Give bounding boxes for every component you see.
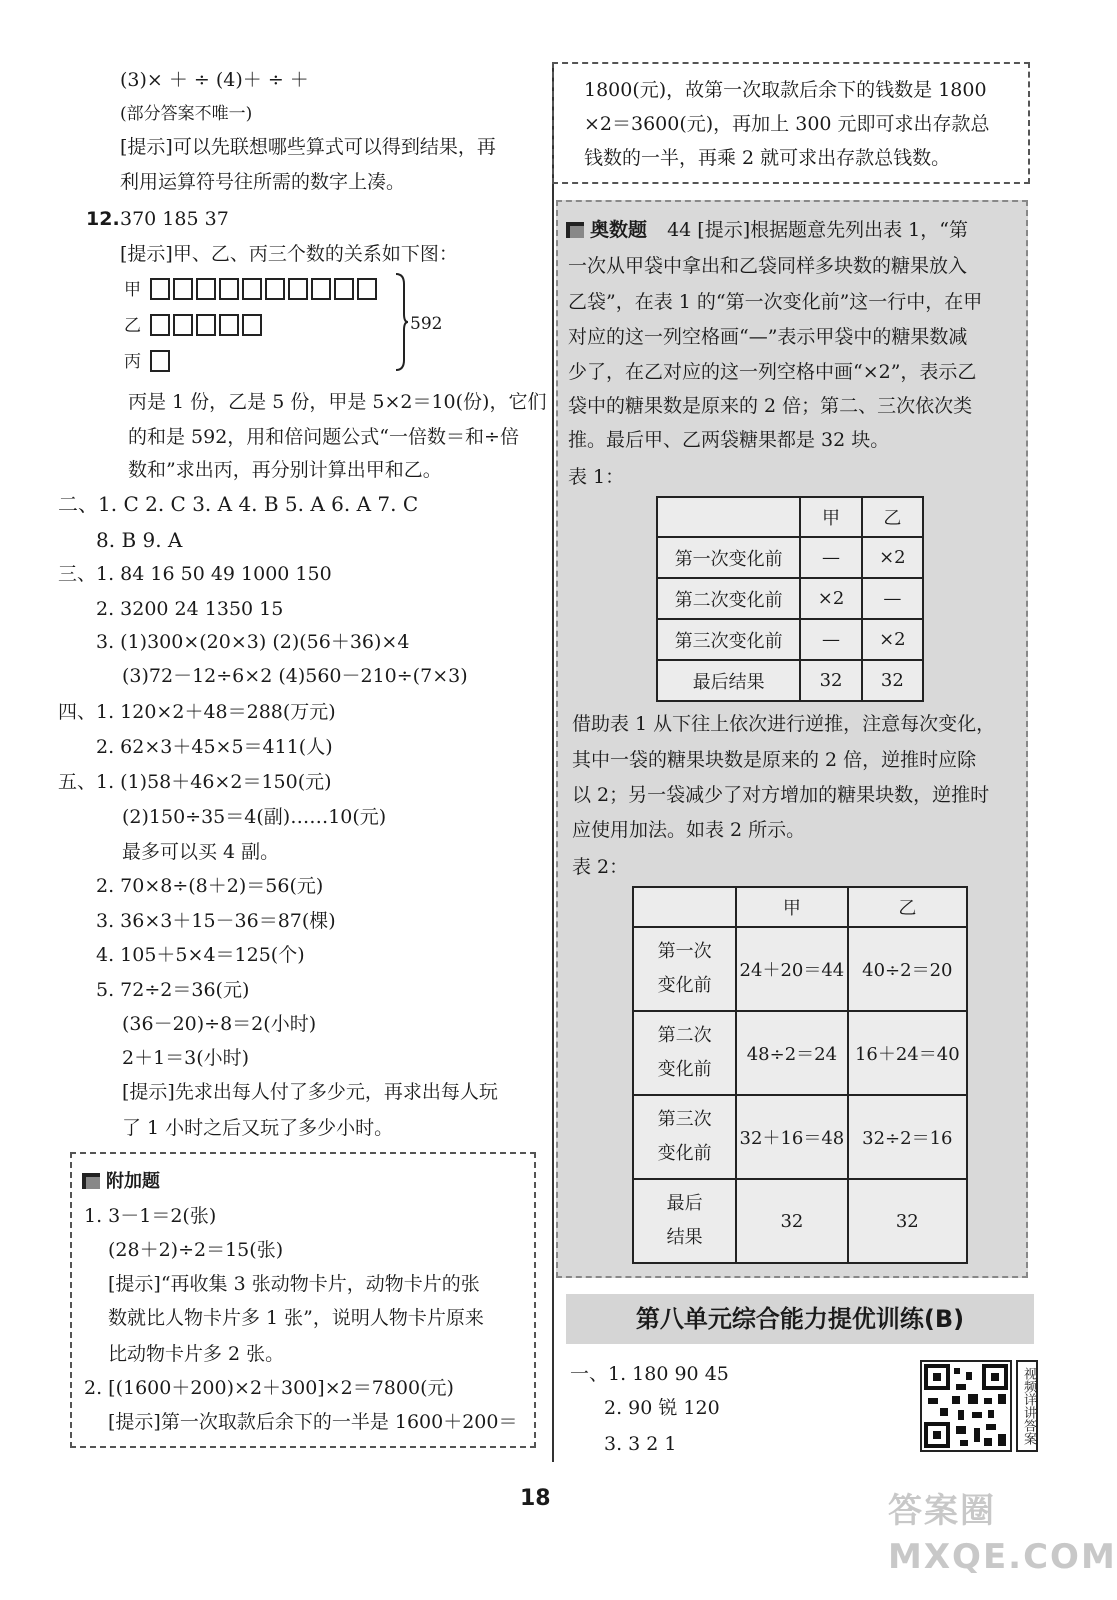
section-five: 2. 70×8÷(8＋2)＝56(元) [96, 875, 324, 897]
continued-text: 1800(元)，故第一次取款后余下的钱数是 1800 [584, 79, 987, 101]
table-row [633, 1095, 967, 1179]
table-cell: 乙 [862, 497, 923, 537]
cell-line: 最后 [666, 1193, 703, 1214]
watermark [888, 1488, 1117, 1580]
page-number: 18 [520, 1486, 551, 1511]
table-row [633, 927, 967, 1011]
question-number: 12. [86, 208, 120, 230]
segment-cell [311, 278, 331, 300]
extra-answer: 1. 3－1＝2(张) [84, 1205, 217, 1227]
unit-banner: 第八单元综合能力提优训练(B) [566, 1294, 1034, 1344]
table-cell: 32 [800, 660, 861, 701]
table-cell: ×2 [862, 619, 923, 660]
label-yi: 乙 [124, 316, 141, 336]
table-cell [633, 887, 736, 927]
extra-answer: 2. [(1600＋200)×2＋300]×2＝7800(元) [84, 1377, 454, 1399]
cell-line: 变化前 [657, 975, 712, 996]
hint-text: 利用运算符号往所需的数字上凑。 [120, 171, 406, 193]
table-cell: ×2 [800, 578, 861, 619]
brace-icon [394, 272, 410, 372]
table-cell: 16＋24＝40 [848, 1011, 967, 1095]
hint-text: 了 1 小时之后又玩了多少小时。 [122, 1117, 394, 1139]
hint-text: [提示]先求出每人付了多少元，再求出每人玩 [122, 1081, 498, 1103]
table-cell [633, 1179, 736, 1263]
segment-cell [173, 278, 193, 300]
segment-cell [150, 350, 170, 372]
segment-cell [242, 278, 262, 300]
table-cell: 第三次变化前 [657, 619, 800, 660]
olympiad-text: 借助表 1 从下往上依次进行逆推，注意每次变化， [572, 713, 996, 735]
olympiad-text: 对应的这一列空格画“—”表示甲袋中的糖果数减 [568, 326, 968, 348]
table-cell: 48÷2＝24 [736, 1011, 847, 1095]
table-cell [633, 927, 736, 1011]
section-five: 3. 36×3＋15－36＝87(棵) [96, 910, 336, 932]
extra-title-text: 附加题 [106, 1171, 160, 1192]
section-five: 4. 105＋5×4＝125(个) [96, 944, 305, 966]
table-cell: 32 [848, 1179, 967, 1263]
table-cell: 40÷2＝20 [848, 927, 967, 1011]
hint-text: [提示]“再收集 3 张动物卡片，动物卡片的张 [108, 1273, 480, 1295]
table-row [657, 497, 923, 537]
hint-text: [提示]甲、乙、丙三个数的关系如下图： [120, 243, 458, 265]
cell-line: 结果 [666, 1227, 703, 1248]
section-three: (3)72－12÷6×2 (4)560－210÷(7×3) [122, 665, 468, 687]
table2-label: 表 2： [572, 856, 629, 878]
explain-text: 数和”求出丙，再分别计算出甲和乙。 [128, 459, 442, 481]
answer-line: (3)× ＋ ÷ (4)＋ ÷ ＋ [120, 69, 309, 91]
answer-line: 3. 3 2 1 [604, 1433, 677, 1455]
segment-cell [173, 314, 193, 336]
table-cell [633, 1011, 736, 1095]
answer-line: 370 185 37 [120, 208, 229, 230]
total-label: 592 [410, 314, 443, 334]
table-cell: 24＋20＝44 [736, 927, 847, 1011]
hint-text: [提示]可以先联想哪些算式可以得到结果，再 [120, 136, 496, 158]
label-bing: 丙 [124, 352, 141, 372]
segment-cell [219, 314, 239, 336]
table-2 [632, 886, 968, 1264]
table-cell [657, 497, 800, 537]
table-cell: — [800, 537, 861, 578]
olympiad-line [566, 218, 968, 242]
answer-line: 2. 90 锐 120 [604, 1397, 720, 1419]
table-row [633, 1179, 967, 1263]
olympiad-text: 袋中的糖果数是原来的 2 倍；第二、三次依次类 [568, 395, 973, 417]
olympiad-text: 乙袋”，在表 1 的“第一次变化前”这一行中，在甲 [568, 291, 983, 313]
table-row [657, 619, 923, 660]
table-cell: 32＋16＝48 [736, 1095, 847, 1179]
cell-line: 第一次 [657, 941, 712, 962]
table1-label: 表 1： [568, 466, 625, 488]
segment-cell [334, 278, 354, 300]
table-cell: 32÷2＝16 [848, 1095, 967, 1179]
table-cell: — [862, 578, 923, 619]
section-three: 三、1. 84 16 50 49 1000 150 [58, 563, 332, 585]
section-five: 5. 72÷2＝36(元) [96, 979, 250, 1001]
explain-text: 的和是 592，用和倍问题公式“一倍数＝和÷倍 [128, 426, 519, 448]
olympiad-text: 少了，在乙对应的这一列空格中画“×2”，表示乙 [568, 361, 977, 383]
qr-code[interactable] [920, 1360, 1012, 1452]
table-cell: 32 [862, 660, 923, 701]
section-five: (36－20)÷8＝2(小时) [122, 1013, 317, 1035]
table-cell: 甲 [736, 887, 847, 927]
table-cell: — [800, 619, 861, 660]
segment-cell [150, 278, 170, 300]
olympiad-text: 其中一袋的糖果块数是原来的 2 倍，逆推时应除 [572, 749, 977, 771]
hint-text: 数就比人物卡片多 1 张”，说明人物卡片原来 [108, 1307, 484, 1329]
cell-line: 变化前 [657, 1143, 712, 1164]
table-cell: 第二次变化前 [657, 578, 800, 619]
olympiad-text: 应使用加法。如表 2 所示。 [572, 819, 806, 841]
answer-note: (部分答案不唯一) [120, 104, 253, 124]
continued-text: ×2＝3600(元)，再加上 300 元即可求出存款总 [584, 113, 990, 135]
extra-answer: (28＋2)÷2＝15(张) [108, 1239, 284, 1261]
segment-cell [219, 278, 239, 300]
table-cell: 最后结果 [657, 660, 800, 701]
section-five: (2)150÷35＝4(副)……10(元) [122, 806, 387, 828]
segment-cell [196, 278, 216, 300]
segment-cell [196, 314, 216, 336]
section-three: 2. 3200 24 1350 15 [96, 598, 284, 620]
table-row [657, 578, 923, 619]
table-row [657, 660, 923, 701]
section-two: 二、1. C 2. C 3. A 4. B 5. A 6. A 7. C [58, 492, 419, 516]
section-five: 最多可以买 4 副。 [122, 841, 280, 863]
segment-cell [357, 278, 377, 300]
bookmark-icon [82, 1173, 100, 1189]
table-cell: 甲 [800, 497, 861, 537]
table-1 [656, 496, 924, 702]
hint-text: 比动物卡片多 2 张。 [108, 1343, 285, 1365]
segment-cell [288, 278, 308, 300]
video-explain-label: 视频详讲答案 [1016, 1360, 1038, 1452]
table-cell [633, 1095, 736, 1179]
section-four: 2. 62×3＋45×5＝411(人) [96, 736, 333, 758]
answer-line: 一、1. 180 90 45 [570, 1363, 729, 1385]
section-two: 8. B 9. A [96, 528, 183, 552]
table-row [633, 1011, 967, 1095]
olympiad-text: 以 2；另一袋减少了对方增加的糖果块数，逆推时 [572, 784, 990, 806]
cell-line: 变化前 [657, 1059, 712, 1080]
qr-code-icon [922, 1362, 1010, 1450]
bookmark-icon [566, 222, 584, 238]
cell-line: 第二次 [657, 1025, 712, 1046]
section-three: 3. (1)300×(20×3) (2)(56＋36)×4 [96, 631, 410, 653]
table-cell: 第一次变化前 [657, 537, 800, 578]
cell-line: 第三次 [657, 1109, 712, 1130]
explain-text: 丙是 1 份，乙是 5 份，甲是 5×2＝10(份)，它们 [128, 391, 547, 413]
watermark-text: 答案圈 MXQE.COM [888, 1491, 1117, 1577]
hint-text: [提示]第一次取款后余下的一半是 1600＋200＝ [108, 1411, 518, 1433]
extra-problems-box [70, 1152, 536, 1448]
column-divider [552, 62, 554, 1462]
table-cell: 32 [736, 1179, 847, 1263]
section-four: 四、1. 120×2＋48＝288(万元) [58, 701, 336, 723]
segment-cell [242, 314, 262, 336]
label-jia: 甲 [124, 280, 141, 300]
section-five: 五、1. (1)58＋46×2＝150(元) [58, 771, 332, 793]
section-five: 2＋1＝3(小时) [122, 1047, 250, 1069]
table-row [633, 887, 967, 927]
table-cell: 乙 [848, 887, 967, 927]
segment-cell [150, 314, 170, 336]
olympiad-title: 奥数题 [590, 219, 648, 241]
continued-text: 钱数的一半，再乘 2 就可求出存款总钱数。 [584, 147, 951, 169]
olympiad-text: 一次从甲袋中拿出和乙袋同样多块数的糖果放入 [568, 255, 968, 277]
table-cell: ×2 [862, 537, 923, 578]
segment-cell [265, 278, 285, 300]
extra-title [82, 1170, 160, 1194]
olympiad-text: 44 [提示]根据题意先列出表 1，“第 [667, 219, 968, 241]
table-row [657, 537, 923, 578]
olympiad-text: 推。最后甲、乙两袋糖果都是 32 块。 [568, 429, 890, 451]
